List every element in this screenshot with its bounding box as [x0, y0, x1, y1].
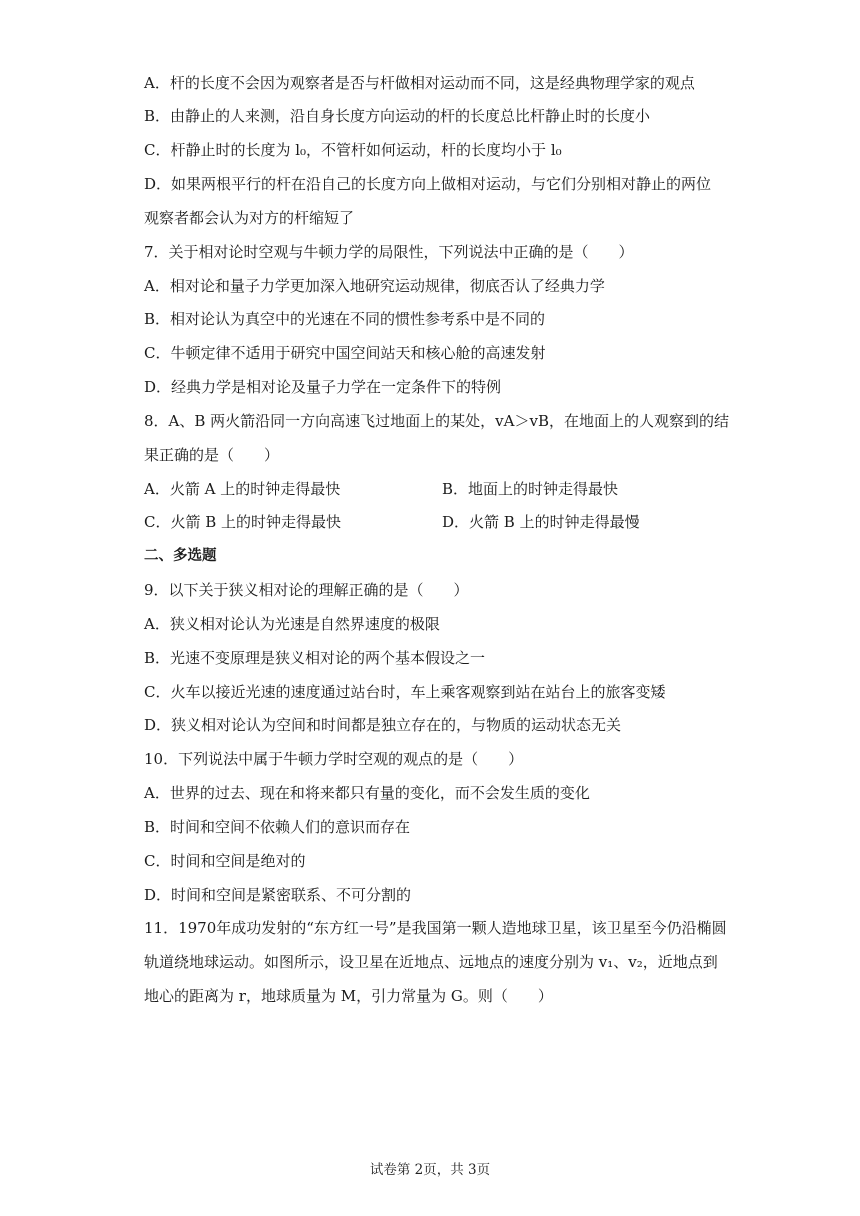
q11-stem-line2: 轨道绕地球运动。如图所示，设卫星在近地点、远地点的速度分别为 v₁、v₂，近地点到: [144, 953, 718, 971]
q9-option-a: A．狭义相对论认为光速是自然界速度的极限: [144, 615, 440, 633]
q8-stem-line2: 果正确的是（ ）: [144, 446, 280, 464]
q7-option-a: A．相对论和量子力学更加深入地研究运动规律，彻底否认了经典力学: [144, 277, 605, 295]
q6-option-b: B．由静止的人来测，沿自身长度方向运动的杆的长度总比杆静止时的长度小: [144, 107, 651, 125]
q7-option-d: D．经典力学是相对论及量子力学在一定条件下的特例: [144, 378, 502, 396]
q8-option-d: D．火箭 B 上的时钟走得最慢: [442, 513, 640, 531]
q6-option-a: A．杆的长度不会因为观察者是否与杆做相对运动而不同，这是经典物理学家的观点: [144, 74, 695, 92]
q10-option-a: A．世界的过去、现在和将来都只有量的变化，而不会发生质的变化: [144, 784, 590, 802]
q7-stem: 7．关于相对论时空观与牛顿力学的局限性，下列说法中正确的是（ ）: [144, 243, 634, 261]
q6-option-d-line2: 观察者都会认为对方的杆缩短了: [144, 209, 355, 227]
q8-stem-line1: 8．A、B 两火箭沿同一方向高速飞过地面上的某处，vA＞vB，在地面上的人观察到的结: [144, 412, 729, 430]
q9-option-d: D．狭义相对论认为空间和时间都是独立存在的，与物质的运动状态无关: [144, 716, 622, 734]
q8-option-b: B．地面上的时钟走得最快: [442, 480, 619, 498]
q10-option-c: C．时间和空间是绝对的: [144, 852, 306, 870]
q9-stem: 9．以下关于狭义相对论的理解正确的是（ ）: [144, 581, 469, 599]
q8-option-a: A．火箭 A 上的时钟走得最快: [144, 480, 341, 498]
q10-option-d: D．时间和空间是紧密联系、不可分割的: [144, 886, 412, 904]
q10-option-b: B．时间和空间不依赖人们的意识而存在: [144, 818, 411, 836]
q9-option-c: C．火车以接近光速的速度通过站台时，车上乘客观察到站在站台上的旅客变矮: [144, 683, 666, 701]
q6-option-d-line1: D．如果两根平行的杆在沿自己的长度方向上做相对运动，与它们分别相对静止的两位: [144, 175, 712, 193]
section-heading-multiple-choice: 二、多选题: [144, 548, 217, 564]
q11-stem-line1: 11．1970年成功发射的“东方红一号”是我国第一颗人造地球卫星，该卫星至今仍沿椭圆: [144, 919, 727, 937]
page-footer: 试卷第 2页，共 3页: [369, 1162, 491, 1178]
q7-option-b: B．相对论认为真空中的光速在不同的惯性参考系中是不同的: [144, 310, 546, 328]
q8-option-c: C．火箭 B 上的时钟走得最快: [144, 513, 342, 531]
q11-stem-line3: 地心的距离为 r，地球质量为 M，引力常量为 G。则（ ）: [144, 987, 553, 1005]
q9-option-b: B．光速不变原理是狭义相对论的两个基本假设之一: [144, 649, 486, 667]
q6-option-c: C．杆静止时的长度为 l₀，不管杆如何运动，杆的长度均小于 l₀: [144, 141, 562, 159]
q10-stem: 10．下列说法中属于牛顿力学时空观的观点的是（ ）: [144, 750, 524, 768]
q7-option-c: C．牛顿定律不适用于研究中国空间站天和核心舱的高速发射: [144, 344, 546, 362]
